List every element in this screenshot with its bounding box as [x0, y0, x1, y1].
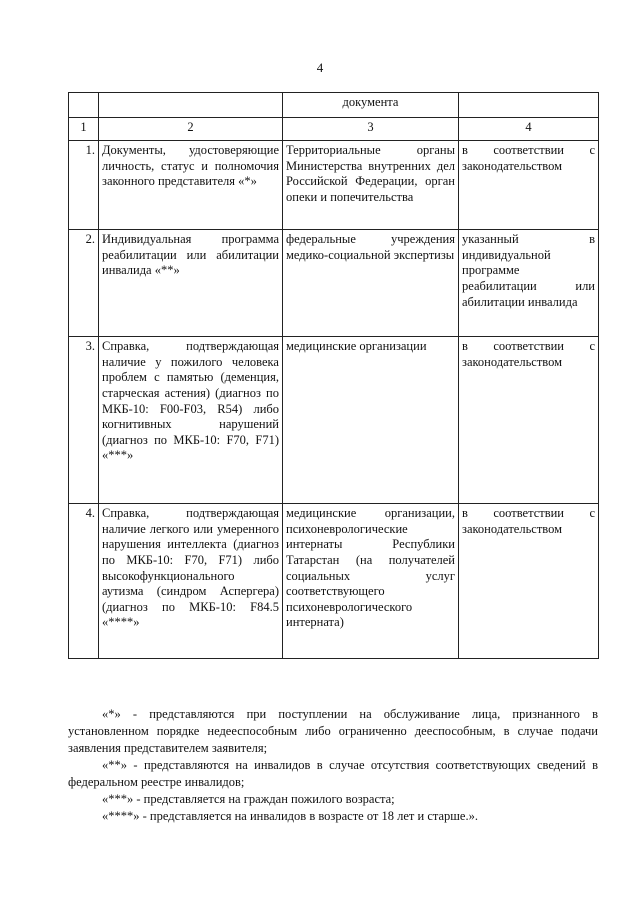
footnote-2: «**» - представляются на инвалидов в случае отсутствия соответствующих сведений в федеральном реестре инвалидов;: [68, 758, 598, 789]
table-row: [69, 230, 599, 337]
page-number: 4: [316, 60, 324, 75]
document-cell: Документы, удостоверяющие личность, статус и полномочия законного представителя «*»: [99, 141, 283, 230]
column-number: 4: [459, 118, 599, 141]
issuer-cell: медицинские организации: [283, 337, 459, 504]
column-number: 3: [283, 118, 459, 141]
row-number: 3.: [69, 337, 99, 504]
document-cell: Индивидуальная программа реабилитации или абилитации инвалида «**»: [99, 230, 283, 337]
issuer-cell: медицинские организации, психоневрологические интернаты Республики Татарстан (на получателей социальных услуг соответствующего психоневрологического интерната): [283, 504, 459, 659]
footnotes: [68, 706, 598, 825]
header-cell: [459, 93, 599, 118]
table-row: [69, 141, 599, 230]
row-number: 1.: [69, 141, 99, 230]
row-number: 4.: [69, 504, 99, 659]
document-cell: Справка, подтверждающая наличие легкого или умеренного нарушения интеллекта (диагноз по МКБ-10: F70, F71) либо высокофункционального аутизма (синдром Аспергера) (диагноз по МКБ-10: F84.5 «****»: [99, 504, 283, 659]
table-header-row: [69, 93, 599, 118]
header-cell: [69, 93, 99, 118]
column-number: 1: [69, 118, 99, 141]
footnote-4: «****» - представляется на инвалидов в возрасте от 18 лет и старше.».: [102, 809, 478, 823]
footnote-3: «***» - представляется на граждан пожилого возраста;: [102, 792, 395, 806]
documents-table: [68, 92, 599, 659]
row-number: 2.: [69, 230, 99, 337]
header-cell: документа: [283, 93, 459, 118]
table-row: [69, 337, 599, 504]
basis-cell: указанный в индивидуальной программе реабилитации или абилитации инвалида: [459, 230, 599, 337]
basis-cell: в соответствии с законодательством: [459, 337, 599, 504]
footnote-1: «*» - представляются при поступлении на обслуживание лица, признанного в установленном порядке недееспособным либо ограниченно дееспособным, в случае подачи заявления представителем заявителя;: [68, 707, 598, 755]
column-number-row: [69, 118, 599, 141]
issuer-cell: Территориальные органы Министерства внутренних дел Российской Федерации, орган опеки и попечительства: [283, 141, 459, 230]
basis-cell: в соответствии с законодательством: [459, 141, 599, 230]
column-number: 2: [99, 118, 283, 141]
table-row: [69, 504, 599, 659]
header-cell: [99, 93, 283, 118]
issuer-cell: федеральные учреждения медико-социальной экспертизы: [283, 230, 459, 337]
document-cell: Справка, подтверждающая наличие у пожилого человека проблем с памятью (деменция, старческая астения) (диагноз по МКБ-10: F00-F03, R54) либо когнитивных нарушений (диагноз по МКБ-10: F70, F71) «***»: [99, 337, 283, 504]
basis-cell: в соответствии с законодательством: [459, 504, 599, 659]
